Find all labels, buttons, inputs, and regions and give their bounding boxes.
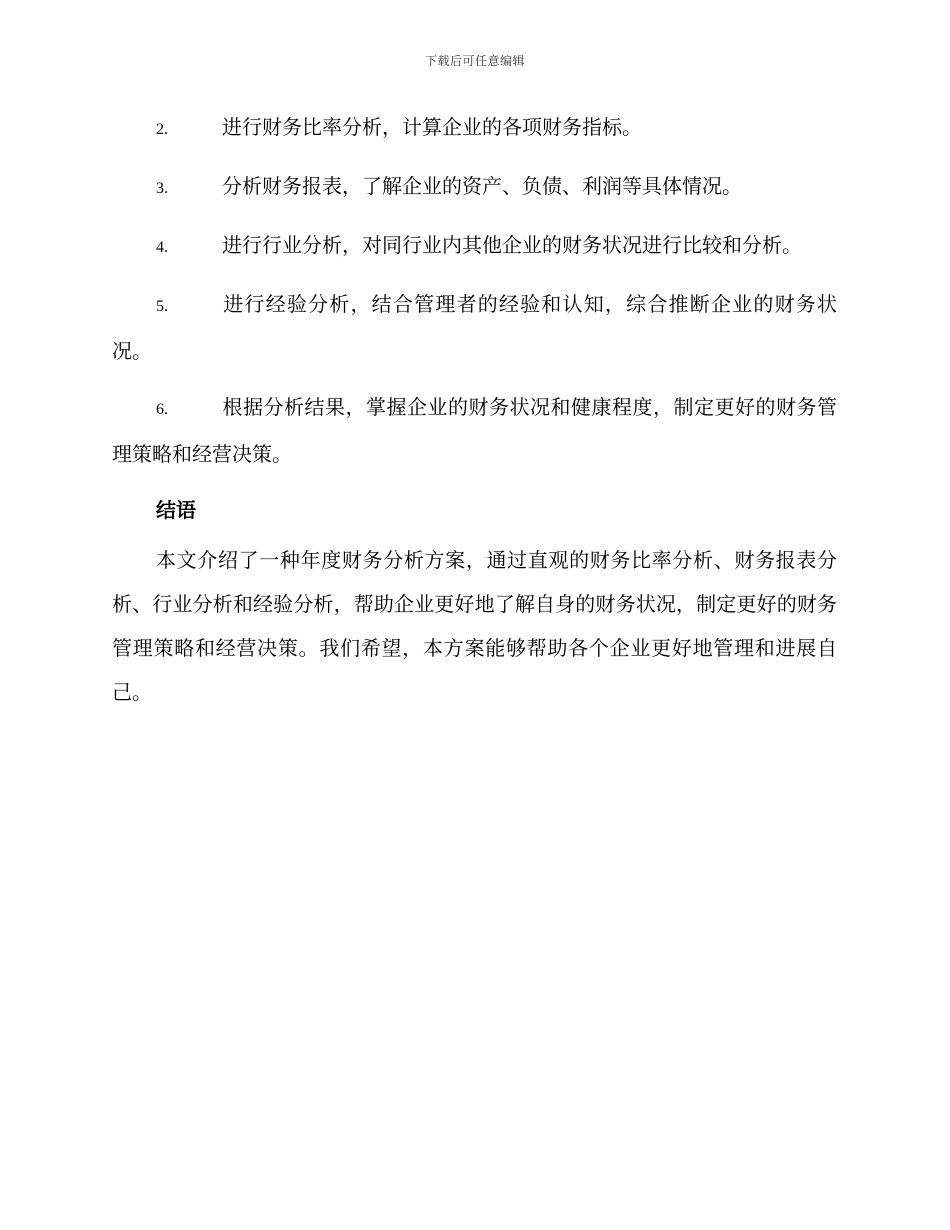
list-item-text: 进行经验分析，结合管理者的经验和认知，综合推断企业的财务状况。 [112, 292, 837, 363]
list-item [112, 282, 837, 373]
section-heading: 结语 [156, 498, 196, 522]
list-item-number: 3. [156, 180, 168, 197]
list-item [112, 164, 837, 211]
document-body [112, 105, 837, 714]
list-item-number: 6. [156, 401, 168, 418]
list-item [112, 385, 837, 476]
list-item [112, 105, 837, 152]
list-item-number: 2. [156, 121, 168, 138]
page-header: 下载后可任意编辑 [424, 54, 525, 68]
list-item-text: 进行行业分析，对同行业内其他企业的财务状况进行比较和分析。 [222, 233, 802, 257]
conclusion-paragraph: 本文介绍了一种年度财务分析方案，通过直观的财务比率分析、财务报表分析、行业分析和经验分析，帮助企业更好地了解自身的财务状况，制定更好的财务管理策略和经营决策。我们希望，本方案能够帮助各个企业更好地管理和进展自己。 [112, 548, 837, 704]
list-item-text: 分析财务报表，了解企业的资产、负债、利润等具体情况。 [222, 174, 742, 198]
list-item-number: 5. [156, 298, 168, 315]
list-item-text: 根据分析结果，掌握企业的财务状况和健康程度，制定更好的财务管理策略和经营决策。 [112, 395, 837, 466]
list-item-number: 4. [156, 239, 168, 256]
list-item [112, 223, 837, 270]
list-item-text: 进行财务比率分析，计算企业的各项财务指标。 [222, 115, 642, 139]
